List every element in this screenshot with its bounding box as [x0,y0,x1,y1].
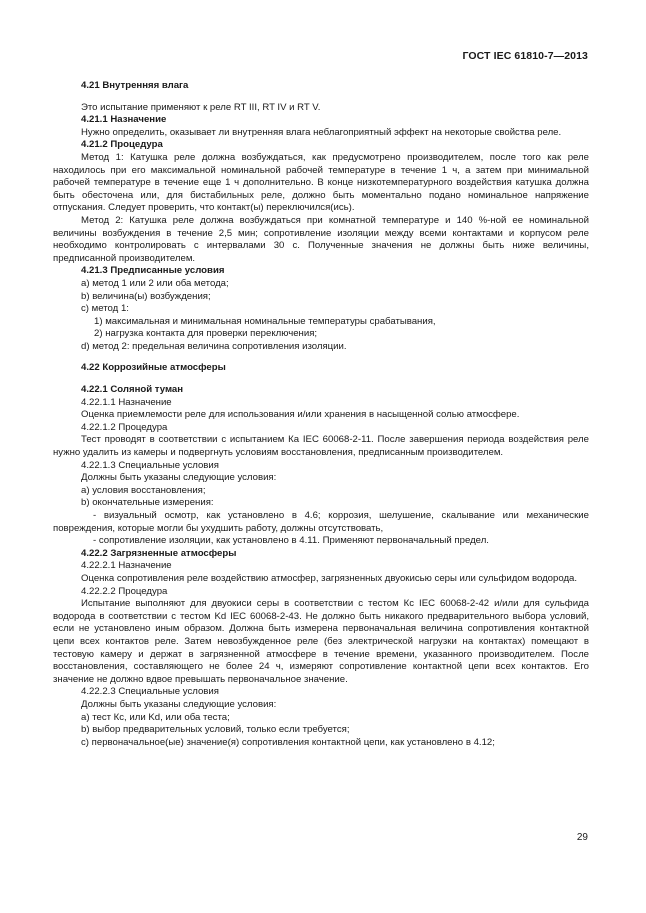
subsection-heading: 4.21.1 Назначение [81,114,167,126]
paragraph: Метод 1: Катушка реле должна возбуждаться, как предусмотрено производителем, после того как реле находилось при его максимальной номинальной рабочей температуре в течение 1 ч, а затем при минимальной рабочей температуре в течение еще 1 ч дополнительно. В конце низкотемпературного воздействия катушка должна быть обесточена или, для бистабильных реле, должно быть моментально подано номинальное напряжение отпускания. Следует проверить, что контакт(ы) переключился(ись). [53,151,589,214]
dash-item: - визуальный осмотр, как установлено в 4.6; коррозия, шелушение, скалывание или механические повреждения, которые могли бы ухудшить работу, должны отсутствовать, [53,510,589,534]
list-item: c) первоначальное(ые) значение(я) сопротивления контактной цепи, как установлено в 4.12; [81,736,495,748]
subsection-heading: 4.22.1 Соляной туман [81,384,184,396]
list-item: d) метод 2: предельная величина сопротивления изоляции. [81,340,347,352]
paragraph: Это испытание применяют к реле RT III, RT IV и RT V. [81,101,321,113]
subsection-heading: 4.22.2 Загрязненные атмосферы [81,547,237,559]
section-heading: 4.22 Коррозийные атмосферы [81,362,226,374]
clause-number: 4.22.1.1 Назначение [81,396,172,408]
paragraph: Должны быть указаны следующие условия: [81,698,277,710]
subsection-heading: 4.21.2 Процедура [81,139,163,151]
dash-item: - сопротивление изоляции, как установлено в 4.11. Применяют первоначальный предел. [93,535,489,547]
list-subitem: 2) нагрузка контакта для проверки переключения; [94,328,318,340]
standard-header: ГОСТ IEC 61810-7—2013 [462,50,588,62]
list-item: a) метод 1 или 2 или оба метода; [81,277,229,289]
clause-number: 4.22.2.2 Процедура [81,585,168,597]
paragraph: Оценка приемлемости реле для использования и/или хранения в насыщенной солью атмосфере. [81,409,520,421]
paragraph: Оценка сопротивления реле воздействию атмосфер, загрязненных двуокисью серы или сульфидом водорода. [81,572,578,584]
paragraph: Тест проводят в соответствии с испытанием Ка IEC 60068-2-11. После завершения периода воздействия реле нужно удалить из камеры и подвергнуть условиям восстановления, предписанным производителем. [53,434,589,459]
clause-number: 4.22.2.3 Специальные условия [81,686,219,698]
paragraph: Нужно определить, оказывает ли внутренняя влага неблагоприятный эффект на некоторые свойства реле. [81,126,562,138]
paragraph: Должны быть указаны следующие условия: [81,472,277,484]
page-number: 29 [576,832,588,843]
paragraph: Испытание выполняют для двуокиси серы в соответствии с тестом Кс IEC 60068-2-42 и/или для сульфида водорода в соответствии с тестом Kd IEC 60068-2-43. Не должно быть никакого предварительного выбора условий, если не установлено иным образом. Должна быть измерена первоначальная величина сопротивления контактной цепи всех контактов реле. Затем невозбужденное реле (без электрической нагрузки на контактах) помещают в тестовую камеру и держат в загрязненной атмосфере в течение времени, указанного производителем. После восстановления, составляющего не более 24 ч, измеряют сопротивление контактной цепи всех контактов. Его значение не должно вдвое превышать первоначальное значение. [53,598,589,685]
paragraph: Метод 2: Катушка реле должна возбуждаться при комнатной температуре и 140 %-ной ее номинальной величины возбуждения в течение 2,5 мин; сопротивление изоляции между всеми контактами и корпусом реле необходимо контролировать с интервалами 30 с. Полученные значения не должны быть ниже величины, предписанной производителем. [53,214,589,264]
list-subitem: 1) максимальная и минимальная номинальные температуры срабатывания, [94,315,436,327]
clause-number: 4.22.1.2 Процедура [81,421,168,433]
list-item: a) тест Кс, или Kd, или оба теста; [81,711,230,723]
list-item: b) выбор предварительных условий, только если требуется; [81,724,350,736]
document-body [53,80,589,749]
list-item: c) метод 1: [81,303,129,315]
list-item: b) величина(ы) возбуждения; [81,290,211,302]
section-heading: 4.21 Внутренняя влага [81,80,189,91]
list-item: b) окончательные измерения: [81,497,214,509]
subsection-heading: 4.21.3 Предписанные условия [81,265,225,277]
clause-number: 4.22.2.1 Назначение [81,560,172,572]
clause-number: 4.22.1.3 Специальные условия [81,459,219,471]
list-item: a) условия восстановления; [81,484,206,496]
